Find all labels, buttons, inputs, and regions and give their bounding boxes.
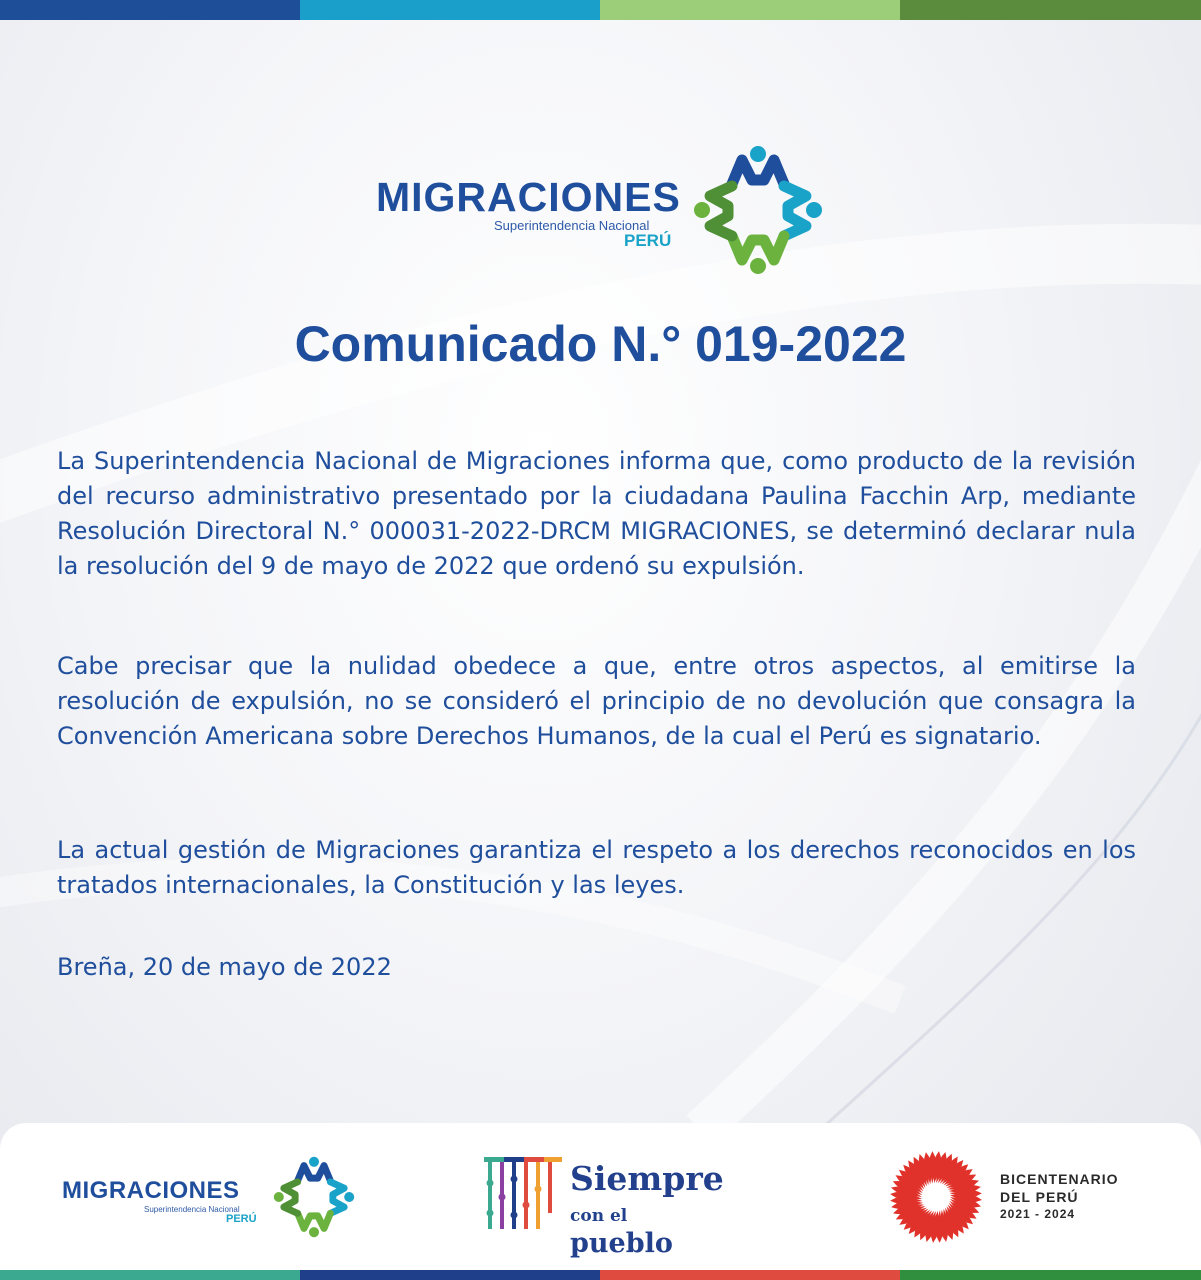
logo-country: PERÚ [624,231,672,250]
top-stripe-segment [0,0,300,20]
siempre-line-2 [570,1197,732,1259]
siempre-con-el-pueblo-icon [482,1153,564,1237]
footer-logo-wordmark: MIGRACIONES [62,1177,240,1204]
migraciones-emblem-icon [688,140,828,280]
footer-logo-country: PERÚ [226,1213,257,1225]
bottom-stripe-segment [0,1270,300,1280]
siempre-line-2-prefix: con el [570,1206,628,1226]
footer-logo-subtitle: Superintendencia Nacional [144,1205,240,1214]
bicentenario-line-2: DEL PERÚ [1000,1189,1079,1205]
paragraph-2: Cabe precisar que la nulidad obedece a que, entre otros aspectos, al emitirse la resolución de expulsión, no se consideró el principio de no devolución que consagra la Convención Americana sobre Derechos Humanos, de la cual el Perú es signatario. [57,652,1136,750]
bicentenario-line-3: 2021 - 2024 [1000,1207,1076,1221]
header-logo [370,140,840,280]
bicentenario-line-1: BICENTENARIO [1000,1171,1119,1187]
place-date: Breña, 20 de mayo de 2022 [57,953,392,981]
siempre-line-2-main: pueblo [570,1228,673,1259]
logo-subtitle: Superintendencia Nacional [494,218,650,233]
footer-migraciones-logo [62,1153,362,1243]
bicentenario-logo [888,1147,1158,1247]
bottom-stripe-segment [900,1270,1201,1280]
bicentenario-sunburst-icon [888,1149,984,1245]
logo-wordmark: MIGRACIONES [376,174,681,220]
top-stripe-segment [600,0,900,20]
footer-panel [0,1123,1201,1270]
top-stripe-segment [900,0,1201,20]
siempre-line-1: Siempre [570,1159,724,1198]
paragraph-3: La actual gestión de Migraciones garantiza el respeto a los derechos reconocidos en los tratados internacionales, la Constitución y las leyes. [57,836,1136,899]
document-title: Comunicado N.° 019-2022 [294,316,907,372]
bottom-stripe-segment [300,1270,600,1280]
siempre-con-el-pueblo-logo [482,1153,732,1259]
top-stripe-segment [300,0,600,20]
paragraph-1: La Superintendencia Nacional de Migraciones informa que, como producto de la revisión del recurso administrativo presentado por la ciudadana Paulina Facchin Arp, mediante Resolución Directoral N.° 000031-2022-DRCM MIGRACIONES, se determinó declarar nula la resolución del 9 de mayo de 2022 que ordenó su expulsión. [57,447,1136,580]
footer-migraciones-emblem-icon [270,1153,358,1241]
bottom-stripe-segment [600,1270,900,1280]
